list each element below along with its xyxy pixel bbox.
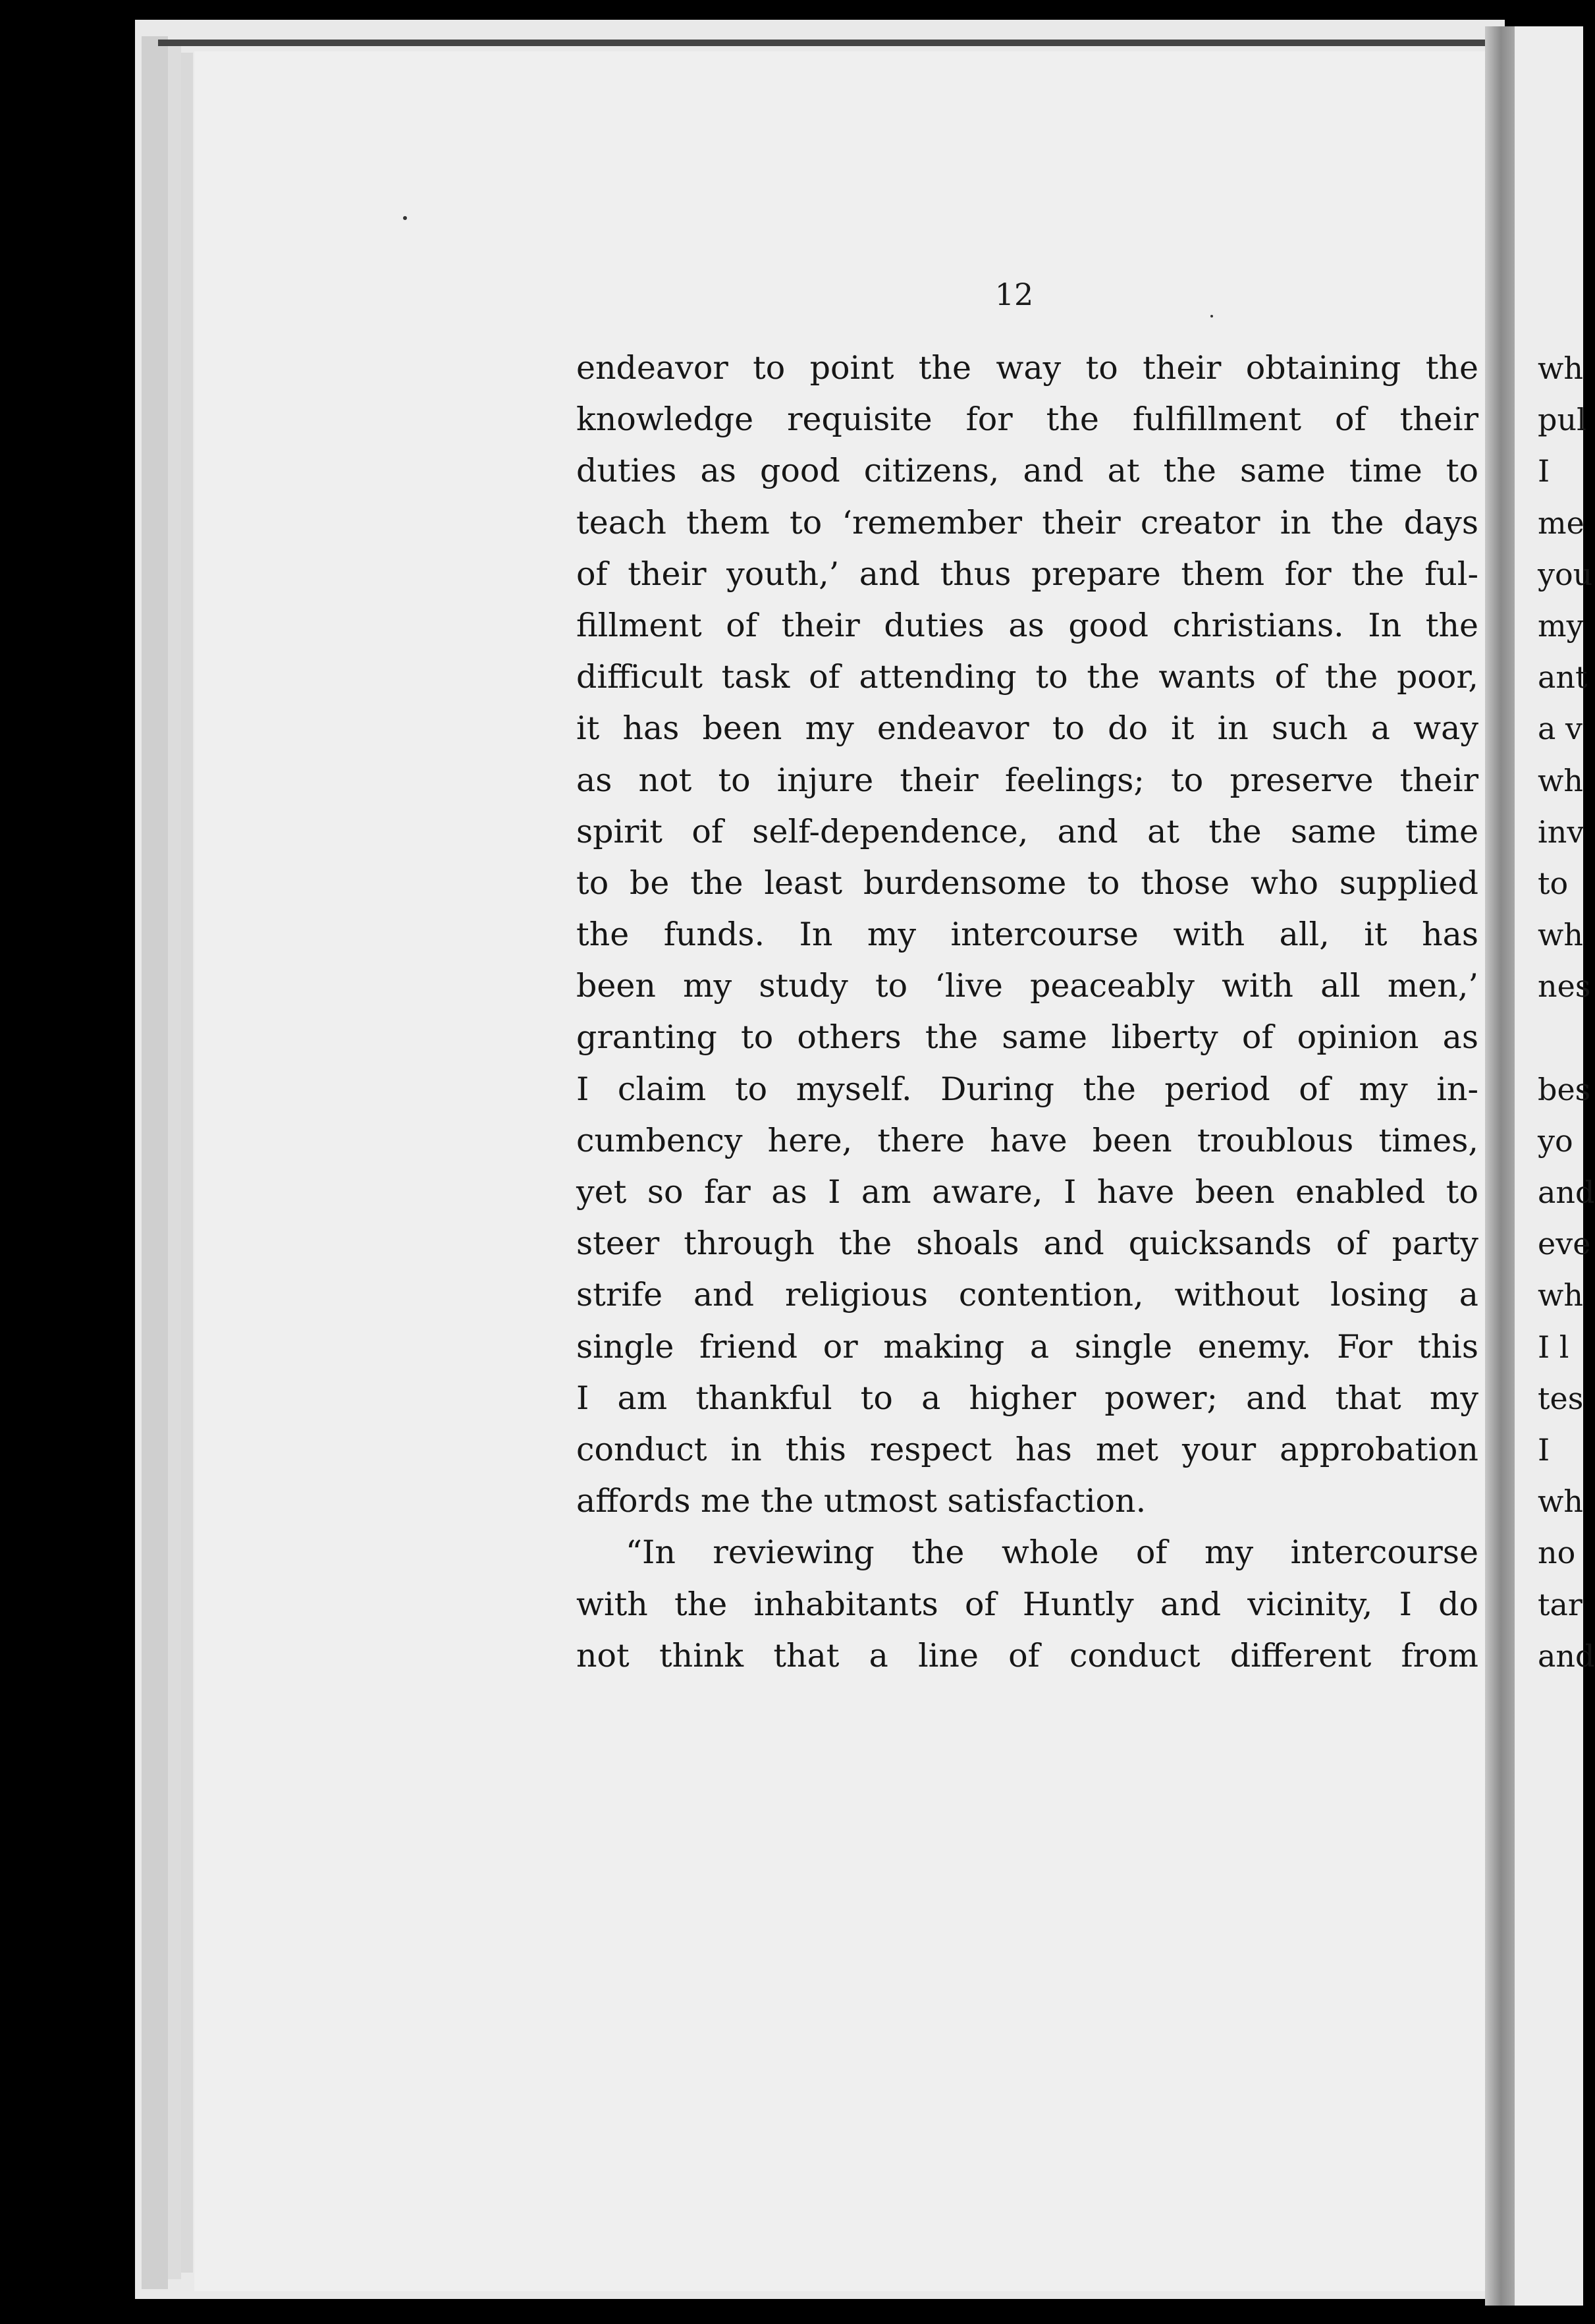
fragment-line: I <box>1538 1431 1550 1468</box>
text-line: “In reviewing the whole of my intercourse <box>626 1534 1478 1572</box>
fragment-line: my <box>1538 607 1584 644</box>
fragment-line: nes <box>1538 968 1591 1005</box>
fragment-line: wh <box>1538 1277 1583 1314</box>
text-line: single friend or making a single enemy. For this <box>576 1327 1478 1366</box>
text-line: affords me the utmost satisfaction. <box>576 1482 1147 1520</box>
text-line: fillment of their duties as good christians. In the <box>576 606 1478 644</box>
fragment-line: pul <box>1538 402 1586 438</box>
text-line: endeavor to point the way to their obtaining the <box>576 349 1478 387</box>
text-line: teach them to ‘remember their creator in the days <box>576 503 1478 541</box>
fragment-line: yo <box>1538 1122 1573 1159</box>
text-line: with the inhabitants of Huntly and vicinity, I do <box>576 1585 1478 1623</box>
dust-speck <box>1210 315 1213 318</box>
text-line: not think that a line of conduct different from <box>576 1636 1478 1674</box>
page-number: 12 <box>994 277 1034 312</box>
text-line: granting to others the same liberty of opinion as <box>576 1018 1478 1057</box>
fragment-line: and <box>1538 1175 1595 1210</box>
fragment-line: wh <box>1538 350 1583 386</box>
text-line: the funds. In my intercourse with all, it has <box>576 916 1478 954</box>
text-line: difficult task of attending to the wants of the poor, <box>576 658 1478 696</box>
fragment-line: a v <box>1538 711 1583 747</box>
fragment-line: ant <box>1538 659 1588 696</box>
text-line: as not to injure their feelings; to preserve their <box>576 761 1478 799</box>
fragment-line: to <box>1538 865 1569 901</box>
fragment-line: wh <box>1538 917 1583 953</box>
fragment-line: bes <box>1538 1071 1591 1107</box>
dust-speck <box>403 216 407 220</box>
fragment-line: you <box>1538 556 1593 592</box>
fragment-line: eve <box>1538 1226 1591 1262</box>
page-edge <box>181 53 193 2273</box>
fragment-line: I l <box>1538 1329 1569 1365</box>
text-line: of their youth,’ and thus prepare them for the ful- <box>576 555 1478 593</box>
next-page-fragment <box>1538 343 1595 1682</box>
fragment-line: wh <box>1538 762 1583 798</box>
text-line: duties as good citizens, and at the same time to <box>576 452 1478 490</box>
fragment-line: and <box>1538 1638 1595 1674</box>
page-top-edge <box>158 40 1495 46</box>
fragment-line: me <box>1538 505 1584 541</box>
text-line: knowledge requisite for the fulfillment of their <box>576 401 1478 439</box>
text-line: to be the least burdensome to those who supplied <box>576 864 1478 902</box>
page-edge <box>142 36 168 2289</box>
body-text <box>576 343 1478 1682</box>
text-line: I am thankful to a higher power; and that my <box>576 1379 1478 1417</box>
text-line: conduct in this respect has met your approbation <box>576 1430 1478 1468</box>
text-line: yet so far as I am aware, I have been enabled to <box>576 1173 1478 1211</box>
fragment-line: I <box>1538 453 1550 489</box>
fragment-line: no <box>1538 1535 1576 1571</box>
text-line: been my study to ‘live peaceably with all men,’ <box>576 967 1478 1005</box>
fragment-line: wh <box>1538 1483 1583 1520</box>
page-edge <box>168 46 181 2279</box>
text-line: I claim to myself. During the period of my in- <box>576 1070 1478 1108</box>
text-line: strife and religious contention, without losing a <box>576 1276 1478 1314</box>
text-line: it has been my endeavor to do it in such a way <box>576 709 1478 748</box>
text-line: steer through the shoals and quicksands of party <box>576 1225 1478 1263</box>
fragment-line: inv <box>1538 814 1584 850</box>
fragment-line: tes <box>1538 1380 1584 1416</box>
text-line: cumbency here, there have been troublous times, <box>576 1121 1478 1159</box>
text-line: spirit of self-dependence, and at the same time <box>576 812 1478 850</box>
fragment-line: tar <box>1538 1586 1582 1622</box>
fragment-line <box>1538 1012 1583 1063</box>
